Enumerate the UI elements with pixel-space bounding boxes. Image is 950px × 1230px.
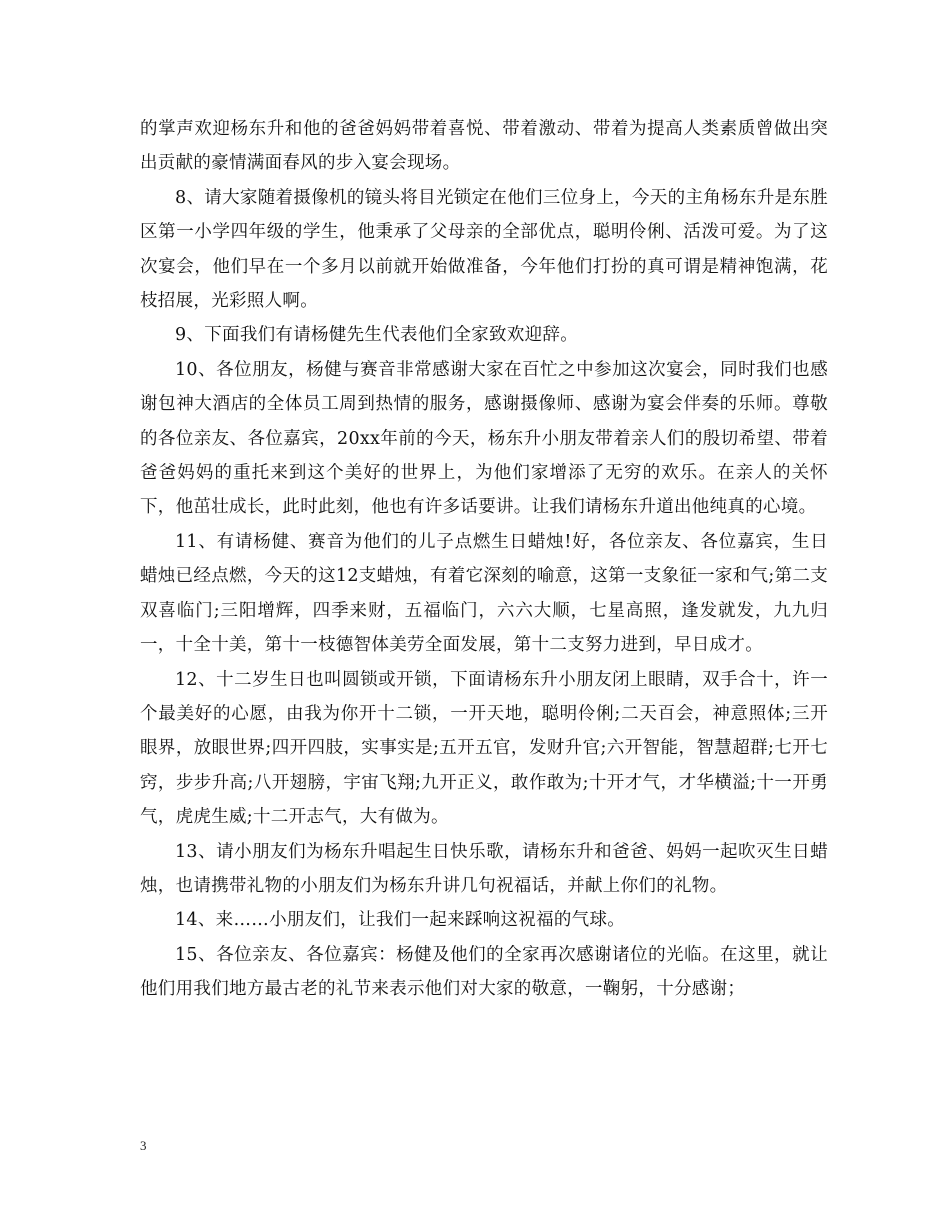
paragraph-9: 9、下面我们有请杨健先生代表他们全家致欢迎辞。 (175, 325, 579, 346)
paragraph-12: 12、十二岁生日也叫圆锁或开锁，下面请杨东升小朋友闭上眼睛，双手合十，许一个最美好的心愿，由我为你开十二锁，一开天地，聪明伶俐;二天百会，神意照体;三开眼界，放眼世界;四开四肢，实事实是;五开五官，发财升官;六开智能，智慧超群;七开七窍，步步升高;八开翅膀，宇宙飞翔;九开正义，敢作敢为;十开才气，才华横溢;十一开勇气，虎虎生威;十二开志气，大有做为。 (140, 669, 828, 828)
paragraph-10: 10、各位朋友，杨健与赛音非常感谢大家在百忙之中参加这次宴会，同时我们也感谢包神大酒店的全体员工周到热情的服务，感谢摄像师、感谢为宴会伴奏的乐师。尊敬的各位亲友、各位嘉宾，20xx年前的今天，杨东升小朋友带着亲人们的殷切希望、带着爸爸妈妈的重托来到这个美好的世界上，为他们家增添了无穷的欢乐。在亲人的关怀下，他茁壮成长，此时此刻，他也有许多话要讲。让我们请杨东升道出他纯真的心境。 (140, 359, 828, 518)
document-body (140, 112, 828, 1007)
paragraph-14: 14、来……小朋友们，让我们一起来踩响这祝福的气球。 (175, 910, 626, 931)
paragraph-13: 13、请小朋友们为杨东升唱起生日快乐歌，请杨东升和爸爸、妈妈一起吹灭生日蜡烛，也请携带礼物的小朋友们为杨东升讲几句祝福话，并献上你们的礼物。 (140, 841, 828, 896)
paragraph-11: 11、有请杨健、赛音为他们的儿子点燃生日蜡烛!好，各位亲友、各位嘉宾，生日蜡烛已经点燃，今天的这12支蜡烛，有着它深刻的喻意，这第一支象征一家和气;第二支双喜临门;三阳增辉，四季来财，五福临门，六六大顺，七星高照，逢发就发，九九归一，十全十美，第十一枝德智体美劳全面发展，第十二支努力进到，早日成才。 (140, 531, 828, 656)
paragraph-8: 8、请大家随着摄像机的镜头将目光锁定在他们三位身上，今天的主角杨东升是东胜区第一小学四年级的学生，他秉承了父母亲的全部优点，聪明伶俐、活泼可爱。为了这次宴会，他们早在一个多月以前就开始做准备，今年他们打扮的真可谓是精神饱满，花枝招展，光彩照人啊。 (140, 187, 828, 312)
paragraph-15: 15、各位亲友、各位嘉宾：杨健及他们的全家再次感谢诸位的光临。在这里，就让他们用我们地方最古老的礼节来表示他们对大家的敬意，一鞠躬，十分感谢； (140, 944, 828, 1000)
paragraph-continued: 的掌声欢迎杨东升和他的爸爸妈妈带着喜悦、带着激动、带着为提高人类素质曾做出突出贡献的豪情满面春风的步入宴会现场。 (140, 119, 828, 174)
page-number: 3 (140, 1138, 147, 1153)
